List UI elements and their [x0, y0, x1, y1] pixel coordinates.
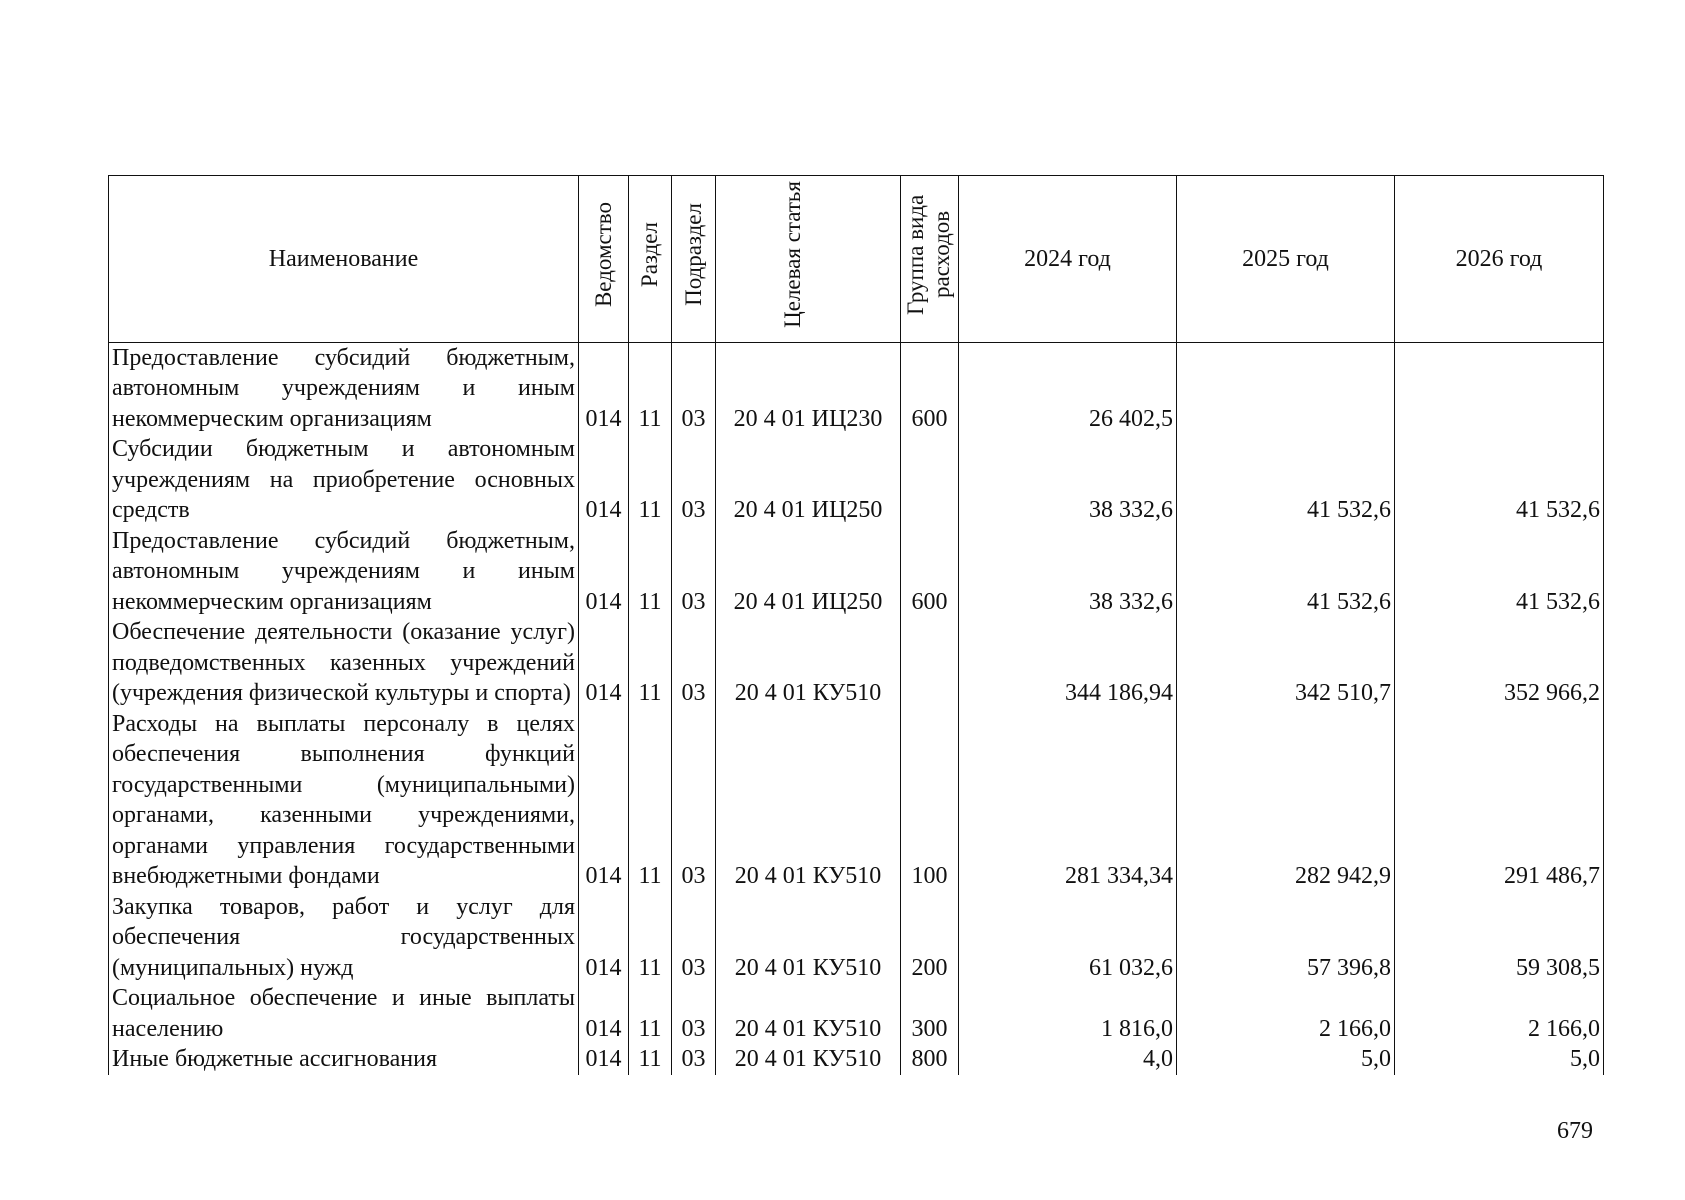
cell-section: 11	[629, 1044, 672, 1075]
cell-section: 11	[629, 342, 672, 434]
cell-department: 014	[579, 983, 629, 1044]
cell-2025: 57 396,8	[1177, 892, 1395, 984]
cell-target-article: 20 4 01 КУ510	[716, 892, 901, 984]
cell-target-article: 20 4 01 ИЦ230	[716, 342, 901, 434]
cell-name: Иные бюджетные ассигнования	[109, 1044, 579, 1075]
cell-subsection: 03	[672, 892, 716, 984]
cell-2024: 1 816,0	[959, 983, 1177, 1044]
table-row	[109, 617, 1604, 709]
cell-2025: 5,0	[1177, 1044, 1395, 1075]
cell-2024: 344 186,94	[959, 617, 1177, 709]
cell-section: 11	[629, 892, 672, 984]
cell-2024: 38 332,6	[959, 526, 1177, 618]
cell-2026	[1395, 342, 1604, 434]
cell-department: 014	[579, 434, 629, 526]
cell-expense-group: 200	[901, 892, 959, 984]
cell-name: Субсидии бюджетным и автономным учреждениям на приобретение основных средств	[109, 434, 579, 526]
table-body	[109, 342, 1604, 1075]
cell-2024: 61 032,6	[959, 892, 1177, 984]
cell-section: 11	[629, 983, 672, 1044]
table-row	[109, 434, 1604, 526]
cell-subsection: 03	[672, 434, 716, 526]
cell-2025: 2 166,0	[1177, 983, 1395, 1044]
cell-subsection: 03	[672, 342, 716, 434]
table-row	[109, 526, 1604, 618]
cell-name: Социальное обеспечение и иные выплаты населению	[109, 983, 579, 1044]
table-row	[109, 892, 1604, 984]
cell-2025: 41 532,6	[1177, 434, 1395, 526]
cell-expense-group: 100	[901, 709, 959, 892]
table-header-row	[109, 176, 1604, 343]
cell-section: 11	[629, 434, 672, 526]
budget-table	[108, 175, 1604, 1075]
cell-department: 014	[579, 526, 629, 618]
cell-target-article: 20 4 01 КУ510	[716, 983, 901, 1044]
cell-name: Закупка товаров, работ и услуг для обеспечения государственных (муниципальных) нужд	[109, 892, 579, 984]
cell-2026: 59 308,5	[1395, 892, 1604, 984]
header-2024: 2024 год	[959, 176, 1177, 343]
cell-name: Предоставление субсидий бюджетным, автономным учреждениям и иным некоммерческим организациям	[109, 342, 579, 434]
cell-2025: 41 532,6	[1177, 526, 1395, 618]
page-number: 679	[1557, 1118, 1593, 1144]
cell-subsection: 03	[672, 709, 716, 892]
cell-subsection: 03	[672, 617, 716, 709]
cell-name: Обеспечение деятельности (оказание услуг) подведомственных казенных учреждений (учреждения физической культуры и спорта)	[109, 617, 579, 709]
header-2025: 2025 год	[1177, 176, 1395, 343]
cell-subsection: 03	[672, 1044, 716, 1075]
cell-expense-group: 600	[901, 526, 959, 618]
table-row	[109, 342, 1604, 434]
cell-name: Предоставление субсидий бюджетным, автономным учреждениям и иным некоммерческим организациям	[109, 526, 579, 618]
cell-target-article: 20 4 01 КУ510	[716, 709, 901, 892]
cell-target-article: 20 4 01 ИЦ250	[716, 526, 901, 618]
cell-2026: 5,0	[1395, 1044, 1604, 1075]
cell-expense-group	[901, 617, 959, 709]
cell-section: 11	[629, 617, 672, 709]
cell-2026: 41 532,6	[1395, 526, 1604, 618]
header-expense-group: Группа вида расходов	[901, 176, 959, 343]
cell-name: Расходы на выплаты персоналу в целях обеспечения выполнения функций государственными (муниципальными) органами, казенными учреждениями, органами управления государственными внебюджетными фондами	[109, 709, 579, 892]
header-2026: 2026 год	[1395, 176, 1604, 343]
cell-expense-group: 800	[901, 1044, 959, 1075]
header-subsection: Подраздел	[672, 176, 716, 343]
cell-target-article: 20 4 01 ИЦ250	[716, 434, 901, 526]
header-department: Ведомство	[579, 176, 629, 343]
cell-2026: 352 966,2	[1395, 617, 1604, 709]
cell-2026: 41 532,6	[1395, 434, 1604, 526]
cell-department: 014	[579, 617, 629, 709]
cell-section: 11	[629, 709, 672, 892]
cell-department: 014	[579, 709, 629, 892]
cell-section: 11	[629, 526, 672, 618]
cell-department: 014	[579, 342, 629, 434]
cell-2025: 282 942,9	[1177, 709, 1395, 892]
cell-expense-group: 600	[901, 342, 959, 434]
cell-2024: 26 402,5	[959, 342, 1177, 434]
header-section: Раздел	[629, 176, 672, 343]
cell-department: 014	[579, 1044, 629, 1075]
cell-expense-group	[901, 434, 959, 526]
cell-subsection: 03	[672, 983, 716, 1044]
cell-target-article: 20 4 01 КУ510	[716, 617, 901, 709]
table-row	[109, 1044, 1604, 1075]
table-row	[109, 709, 1604, 892]
cell-2026: 2 166,0	[1395, 983, 1604, 1044]
cell-expense-group: 300	[901, 983, 959, 1044]
header-name: Наименование	[109, 176, 579, 343]
cell-department: 014	[579, 892, 629, 984]
cell-2024: 281 334,34	[959, 709, 1177, 892]
cell-2026: 291 486,7	[1395, 709, 1604, 892]
cell-2024: 38 332,6	[959, 434, 1177, 526]
cell-target-article: 20 4 01 КУ510	[716, 1044, 901, 1075]
cell-subsection: 03	[672, 526, 716, 618]
cell-2025: 342 510,7	[1177, 617, 1395, 709]
cell-2025	[1177, 342, 1395, 434]
header-target-article: Целевая статья	[716, 176, 901, 343]
table-row	[109, 983, 1604, 1044]
cell-2024: 4,0	[959, 1044, 1177, 1075]
